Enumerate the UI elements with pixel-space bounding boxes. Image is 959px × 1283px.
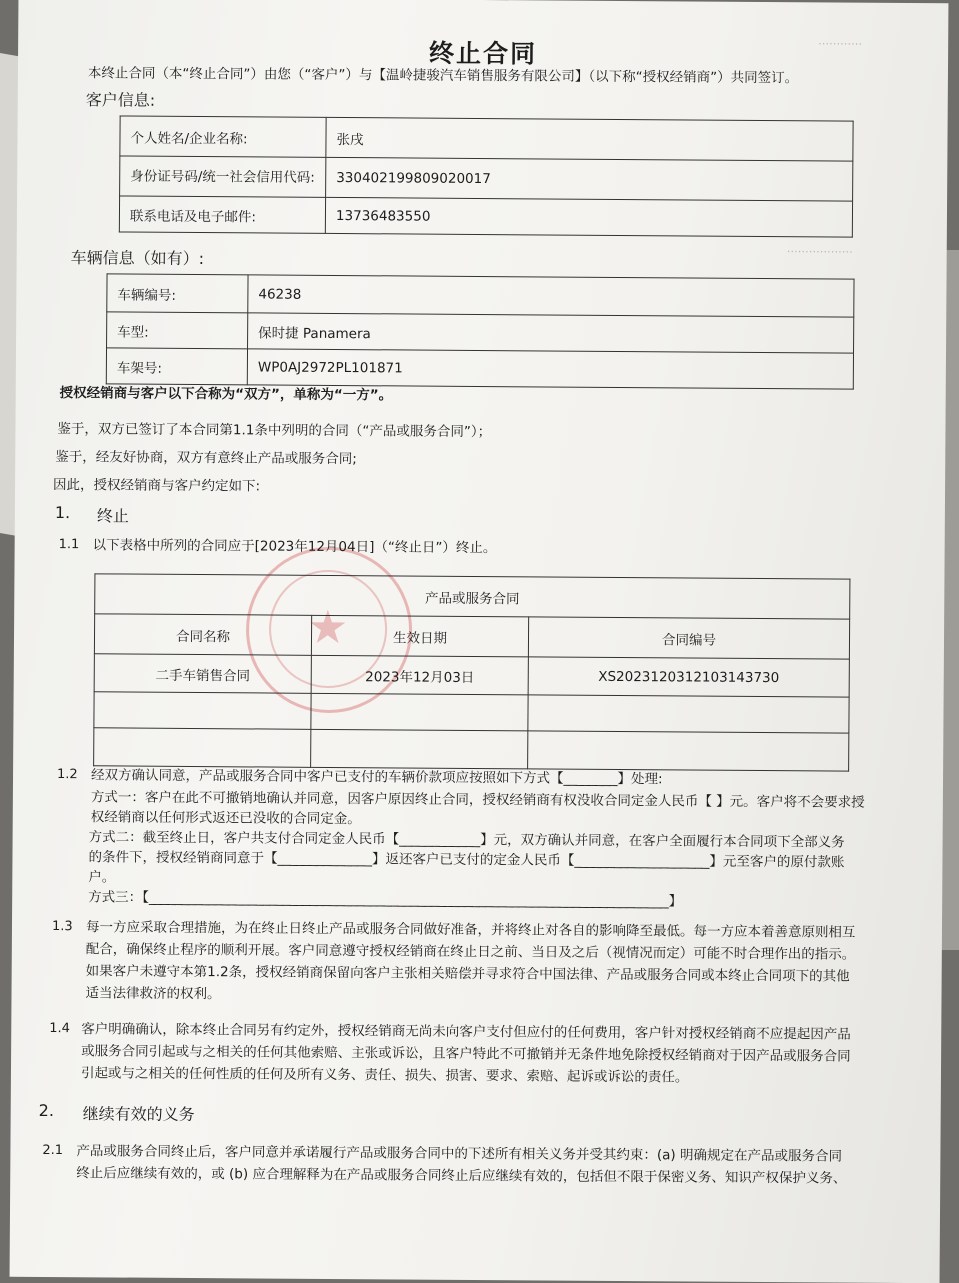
label-vin: 车架号: xyxy=(106,348,247,385)
cell-contract-no: XS2023120312103143730 xyxy=(528,657,849,697)
terminated-contracts-table xyxy=(93,573,850,771)
empty-cell xyxy=(528,731,849,771)
section-1-number: 1. xyxy=(54,503,71,523)
label-name: 个人姓名/企业名称: xyxy=(120,116,326,157)
clause-1-2-line4: 方式二：截至终止日，客户共支付合同定金人民币【____________】元，双方确认并同意，在客户全面履行本合同项下全部义务 xyxy=(88,829,845,851)
label-vehicle-no: 车辆编号: xyxy=(107,274,248,313)
table-caption: 产品或服务合同 xyxy=(95,574,850,619)
col-contract-no: 合同编号 xyxy=(528,617,849,659)
clause-2-1-number: 2.1 xyxy=(42,1142,64,1159)
recital-3: 因此，授权经销商与客户约定如下: xyxy=(53,477,261,495)
document-title: 终止合同 xyxy=(428,38,538,69)
clause-1-3-line1: 每一方应采取合理措施，为在终止日终止产品或服务合同做好准备，并将终止对各自的影响降至最低。每一方应本着善意原则相互 xyxy=(85,919,856,941)
clause-1-3-line3: 如果客户未遵守本第1.2条，授权经销商保留向客户主张相关赔偿并寻求符合中国法律、产品或服务合同或本终止合同项下的其他 xyxy=(85,963,850,985)
clause-1-4-number: 1.4 xyxy=(49,1021,71,1037)
company-seal: ★ xyxy=(245,546,412,713)
clause-2-1-line1: 产品或服务合同终止后，客户同意并承诺履行产品或服务合同中的下述所有相关义务并受其约束：(a) 明确规定在产品或服务合同 xyxy=(76,1143,843,1165)
value-model: 保时捷 Panamera xyxy=(248,313,854,353)
value-name: 张戌 xyxy=(326,117,853,161)
clause-1-2-line1: 经双方确认同意，产品或服务合同中客户已支付的车辆价款项应按照如下方式【________】处理: xyxy=(90,767,663,788)
clause-1-2-line6: 户。 xyxy=(88,869,116,886)
contract-page xyxy=(10,0,949,1283)
recital-1: 鉴于，双方已签订了本合同第1.1条中列明的合同（“产品或服务合同”）； xyxy=(57,421,492,441)
section-2-heading: 继续有效的义务 xyxy=(82,1104,195,1125)
cell-effective-date: 2023年12月03日 xyxy=(311,655,528,695)
clause-1-3-line2: 配合，确保终止程序的顺利开展。客户同意遵守授权经销商在终止日之前、当日及之后（视情况而定）可能不时合理作出的指示。 xyxy=(85,941,856,963)
clause-1-3-line4: 适当法律救济的权利。 xyxy=(85,985,221,1003)
clause-1-2-number: 1.2 xyxy=(56,767,78,783)
empty-cell xyxy=(528,695,849,733)
bleed-through-text: ……………… xyxy=(786,242,853,256)
empty-cell xyxy=(311,693,528,731)
clause-1-2-line5: 的条件下，授权经销商同意于【______________】返还客户已支付的定金人民币【____________________】元至客户的原付款账 xyxy=(88,849,845,871)
value-vin: WP0AJ2972PL101871 xyxy=(247,349,853,389)
value-contact: 13736483550 xyxy=(325,197,852,237)
label-id: 身份证号码/统一社会信用代码: xyxy=(120,156,326,197)
customer-info-heading: 客户信息: xyxy=(85,90,156,110)
label-model: 车型: xyxy=(107,312,248,349)
section-1-heading: 终止 xyxy=(96,506,129,526)
clause-1-3-number: 1.3 xyxy=(51,919,73,935)
bleed-through-text: ………… xyxy=(818,34,863,48)
recital-2: 鉴于，经友好协商，双方有意终止产品或服务合同; xyxy=(55,449,357,468)
empty-cell xyxy=(311,729,528,769)
vehicle-info-heading: 车辆信息（如有）: xyxy=(70,248,205,269)
clause-1-2-line3: 权经销商以任何形式返还已没收的合同定金。 xyxy=(90,809,361,828)
customer-info-table xyxy=(119,115,854,237)
col-effective-date: 生效日期 xyxy=(311,615,528,657)
col-contract-name: 合同名称 xyxy=(94,614,311,656)
parties-line: 授权经销商与客户以下合称为“双方”，单称为“一方”。 xyxy=(59,385,393,404)
cell-contract-name: 二手车销售合同 xyxy=(94,654,311,694)
clause-2-1-line2: 终止后应继续有效的，或 (b) 应合理解释为在产品或服务合同终止后应继续有效的，包括但不限于保密义务、知识产权保护义务、 xyxy=(76,1165,847,1187)
clause-1-1-number: 1.1 xyxy=(58,537,80,553)
intro-line: 本终止合同（本“终止合同”）由您（“客户”）与【温岭捷骏汽车销售服务有限公司】（以下称“授权经销商”）共同签订。 xyxy=(87,65,799,87)
section-2-number: 2. xyxy=(38,1100,55,1121)
vehicle-info-table xyxy=(106,273,855,389)
clause-1-4-line3: 引起或与之相关的任何性质的任何及所有义务、责任、损失、损害、要求、索赔、起诉或诉讼的责任。 xyxy=(80,1065,689,1086)
empty-cell xyxy=(94,692,311,730)
clause-1-2-line7: 方式三：【_____________________________________________________________________________】 xyxy=(88,889,683,910)
clause-1-1-text: 以下表格中所列的合同应于[2023年12月04日]（“终止日”）终止。 xyxy=(92,537,497,557)
clause-1-2-line2: 方式一：客户在此不可撤销地确认并同意，因客户原因终止合同，授权经销商有权没收合同定金人民币【 】元。客户将不会要求授 xyxy=(90,789,865,811)
clause-1-4-line1: 客户明确确认，除本终止合同另有约定外，授权经销商无尚未向客户支付但应付的任何费用，客户针对授权经销商不应提起因产品 xyxy=(81,1021,851,1043)
clause-1-4-line2: 或服务合同引起或与之相关的任何其他索赔、主张或诉讼，且客户特此不可撤销并无条件地免除授权经销商对于因产品或服务合同 xyxy=(81,1043,851,1065)
value-vehicle-no: 46238 xyxy=(248,275,854,317)
value-id: 330402199809020017 xyxy=(326,157,853,201)
empty-cell xyxy=(94,728,311,768)
label-contact: 联系电话及电子邮件: xyxy=(119,196,325,233)
